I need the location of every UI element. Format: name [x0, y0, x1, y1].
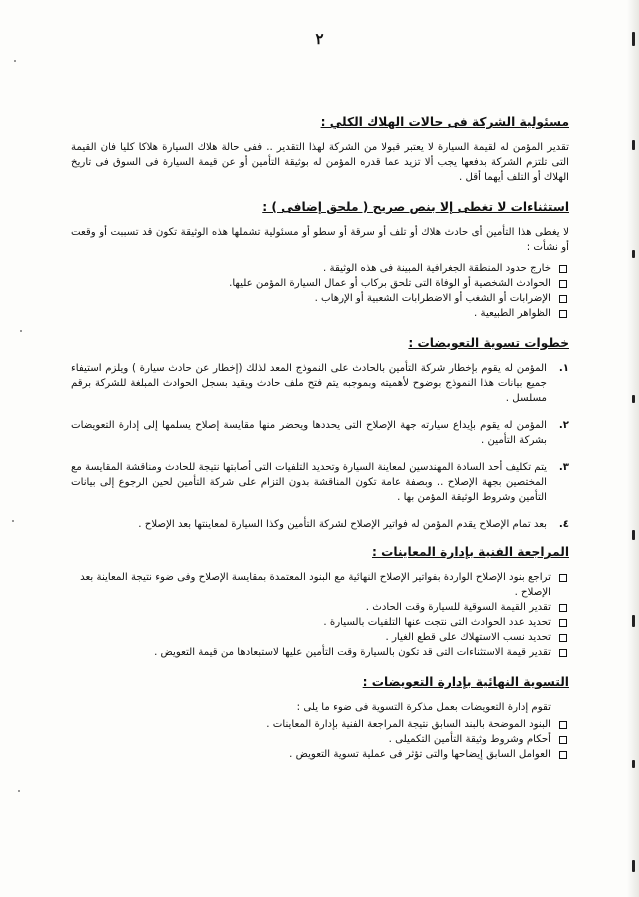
section-heading-technical-review: المراجعة الفنية بإدارة المعاينات :	[372, 545, 569, 559]
list-item	[71, 570, 569, 600]
checkbox-square-icon	[559, 634, 567, 642]
step-number: ٤.	[558, 519, 569, 530]
list-item	[71, 747, 569, 762]
checkbox-square-icon	[559, 574, 567, 582]
checkbox-square-icon	[559, 310, 567, 318]
list-item	[71, 276, 569, 291]
scan-speck	[14, 60, 16, 62]
punch-mark	[632, 395, 635, 403]
checkbox-square-icon	[559, 265, 567, 273]
list-item	[71, 645, 569, 660]
checkbox-square-icon	[559, 721, 567, 729]
punch-mark	[632, 760, 635, 768]
step-text: يتم تكليف أحد السادة المهندسين لمعاينة السيارة وتحديد التلفيات التى أصابتها نتيجة للحادث ومناقشة المقايسة مع المختصين بجهة الإصلاح .. وبصفة عامة تكون المناقشة بدون التزام على شركة التأمين لحين الرجوع إلى بيانات التأمين وشروط الوثيقة المؤمن بها .	[71, 462, 547, 503]
checkbox-square-icon	[559, 295, 567, 303]
section-heading-exclusions: استثناءات لا تغطى إلا بنص صريح ( ملحق إضافى ) :	[262, 200, 569, 214]
list-item-text: تراجع بنود الإصلاح الواردة بفواتير الإصلاح النهائية مع البنود المعتمدة بمقايسة الإصلاح وفى ضوء نتيجة المعاينة بعد الإصلاح .	[80, 572, 551, 598]
punch-mark	[632, 140, 635, 150]
checkbox-square-icon	[559, 751, 567, 759]
total-loss-paragraph: تقدير المؤمن له لقيمة السيارة لا يعتبر قبولا من الشركة لهذا التقدير .. ففى حالة هلاك السيارة هلاكا كليا فان القيمة التى تلتزم الشركة بدفعها يجب ألا تزيد عما قدره المؤمن له بوثيقة التأمين أو عن قيمة السيارة فى السوق فى تاريخ الهلاك أو التلف أيهما أقل .	[71, 142, 569, 183]
list-item	[71, 732, 569, 747]
list-item	[71, 630, 569, 645]
page-number: ٢	[315, 30, 324, 48]
step-text: بعد تمام الإصلاح يقدم المؤمن له فواتير الإصلاح لشركة التأمين وكذا السيارة لمعاينتها بعد الإصلاح .	[138, 519, 547, 530]
list-item	[71, 361, 569, 406]
checkbox-square-icon	[559, 280, 567, 288]
list-item	[71, 418, 569, 448]
list-item-text: تقدير القيمة السوقية للسيارة وقت الحادث .	[365, 602, 551, 613]
list-item	[71, 517, 569, 532]
list-item	[71, 460, 569, 505]
scan-speck	[18, 790, 20, 792]
punch-mark	[632, 615, 635, 627]
step-number: ٣.	[558, 462, 569, 473]
list-item	[71, 261, 569, 276]
list-item-text: تحديد نسب الاستهلاك على قطع الغيار .	[385, 632, 551, 643]
document-body	[71, 114, 569, 776]
list-item-text: تقدير قيمة الاستثناءات التى قد تكون بالسيارة وقت التأمين عليها لاستبعادها من قيمة التعويض .	[154, 647, 551, 658]
punch-mark	[632, 250, 635, 258]
exclusions-paragraph: لا يغطى هذا التأمين أى حادث هلاك أو تلف أو سرقة أو سطو أو مسئولية تشملها هذه الوثيقة تكون قد تسببت أو وقعت أو نشأت :	[71, 227, 569, 253]
scan-speck	[20, 330, 22, 332]
list-item-text: البنود الموضحة بالبند السابق نتيجة المراجعة الفنية بإدارة المعاينات .	[266, 719, 551, 730]
section-heading-final-settlement: التسوية النهائية بإدارة التعويضات :	[362, 675, 569, 689]
list-item	[71, 291, 569, 306]
list-item-text: الحوادث الشخصية أو الوفاة التى تلحق بركاب أو عمال السيارة المؤمن عليها.	[229, 278, 551, 289]
list-item-text: الظواهر الطبيعية .	[474, 308, 551, 319]
technical-review-list	[71, 570, 569, 660]
list-item-text: أحكام وشروط وثيقة التأمين التكميلى .	[388, 734, 551, 745]
list-item-text: الإضرابات أو الشغب أو الاضطرابات الشعبية أو الإرهاب .	[314, 293, 551, 304]
exclusions-list	[71, 261, 569, 321]
list-item-text: خارج حدود المنطقة الجغرافية المبينة فى هذه الوثيقة .	[323, 263, 551, 274]
final-settlement-intro: تقوم إدارة التعويضات بعمل مذكرة التسوية فى ضوء ما يلى :	[296, 702, 551, 713]
step-text: المؤمن له يقوم بإيداع سيارته جهة الإصلاح التى يحددها ويحضر منها مقايسة إصلاح يسلمها إلى إدارة التعويضات بشركة التأمين .	[71, 420, 547, 446]
step-text: المؤمن له يقوم بإخطار شركة التأمين بالحادث على النموذج المعد لذلك (إخطار عن حادث سيارة ) ويلزم استيفاء جميع بيانات هذا النموذج بوضوح لأهميته وبموجبه يتم فتح ملف حادث ويقيد بسجل الحوادث المبلغة للشركة برقم مسلسل .	[71, 363, 547, 404]
step-number: ٢.	[558, 420, 569, 431]
list-item	[71, 600, 569, 615]
list-item	[71, 717, 569, 732]
checkbox-square-icon	[559, 649, 567, 657]
list-item	[71, 615, 569, 630]
step-number: ١.	[558, 363, 569, 374]
final-settlement-list	[71, 717, 569, 762]
punch-mark	[632, 530, 635, 540]
list-item-text: العوامل السابق إيضاحها والتى تؤثر فى عملية تسوية التعويض .	[289, 749, 551, 760]
section-heading-total-loss: مسئولية الشركة فى حالات الهلاك الكلي :	[320, 115, 569, 129]
checkbox-square-icon	[559, 604, 567, 612]
section-heading-claim-steps: خطوات تسوية التعويضات :	[408, 336, 569, 350]
punch-mark	[632, 860, 635, 872]
list-item	[71, 306, 569, 321]
claim-steps-list	[71, 361, 569, 532]
list-item-text: تحديد عدد الحوادث التى نتجت عنها التلفيات بالسيارة .	[323, 617, 551, 628]
checkbox-square-icon	[559, 736, 567, 744]
scan-speck	[12, 520, 14, 522]
checkbox-square-icon	[559, 619, 567, 627]
